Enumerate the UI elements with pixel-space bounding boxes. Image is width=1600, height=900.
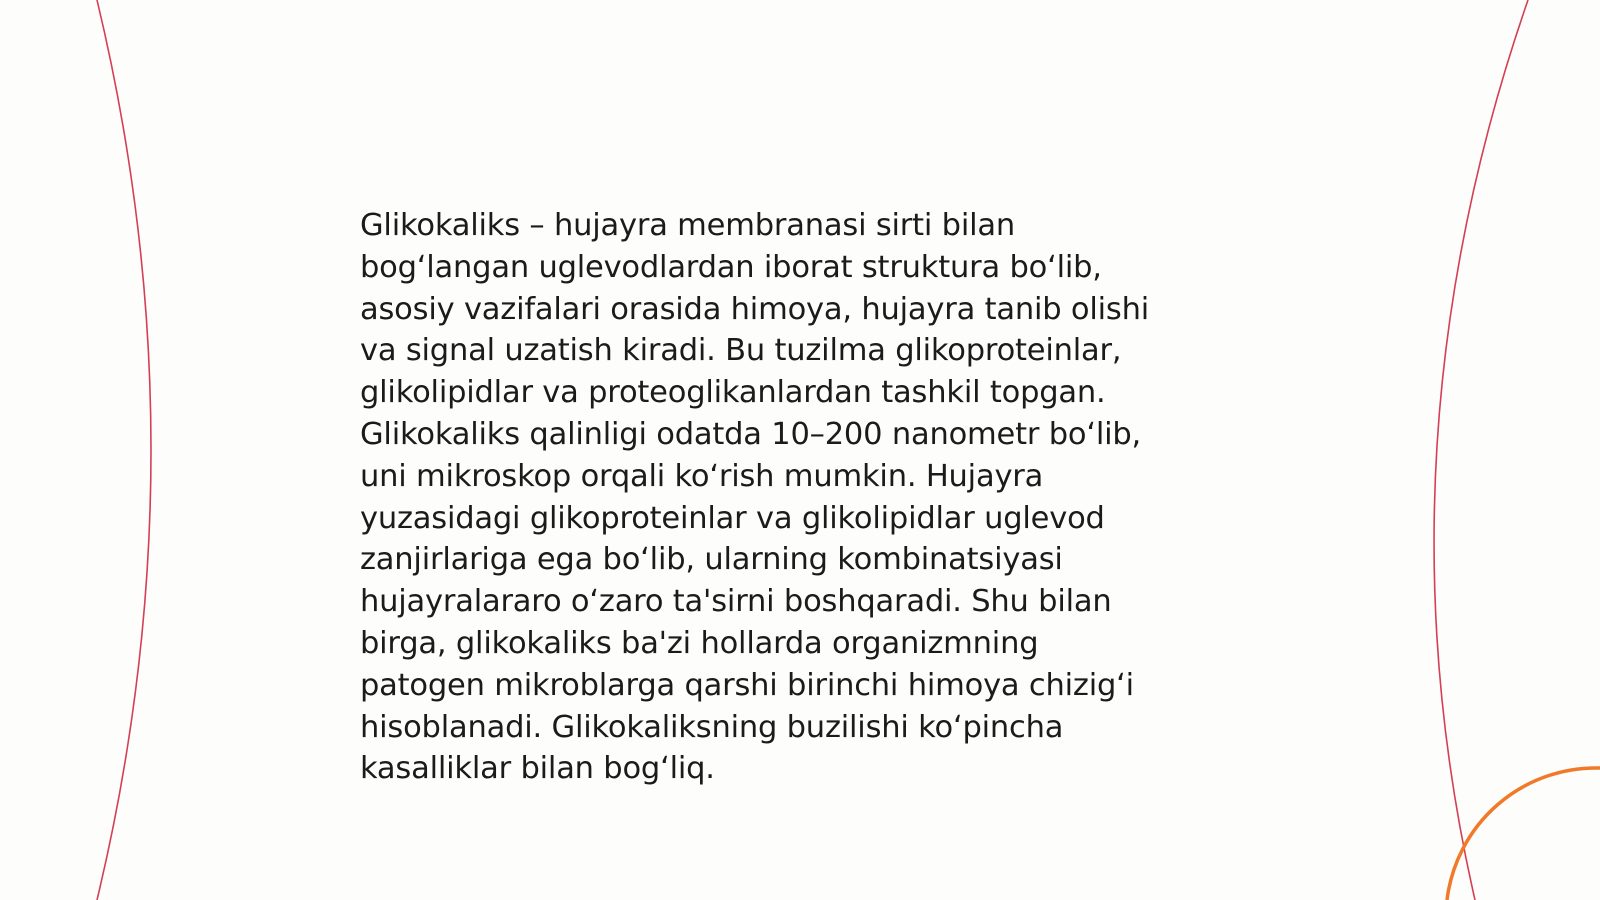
- left-curve-line: [97, 0, 151, 900]
- slide-body-text: Glikokaliks – hujayra membranasi sirti bilan bog‘langan uglevodlardan iborat struktura bo‘lib, asosiy vazifalari orasida himoya, hujayra tanib olishi va signal uzatish kiradi. Bu tuzilma glikoproteinlar, glikolipidlar va proteoglikanlardan tashkil topgan. Glikokaliks qalinligi odatda 10–200 nanometr bo‘lib, uni mikroskop orqali ko‘rish mumkin. Hujayra yuzasidagi glikoproteinlar va glikolipidlar uglevod zanjirlariga ega bo‘lib, ularning kombinatsiyasi hujayralararo o‘zaro ta'sirni boshqaradi. Shu bilan birga, glikokaliks ba'zi hollarda organizmning patogen mikroblarga qarshi birinchi himoya chizig‘i hisoblanadi. Glikokaliksning buzilishi ko‘pincha kasalliklar bilan bog‘liq.: [360, 208, 1149, 787]
- right-curve-line: [1434, 0, 1528, 900]
